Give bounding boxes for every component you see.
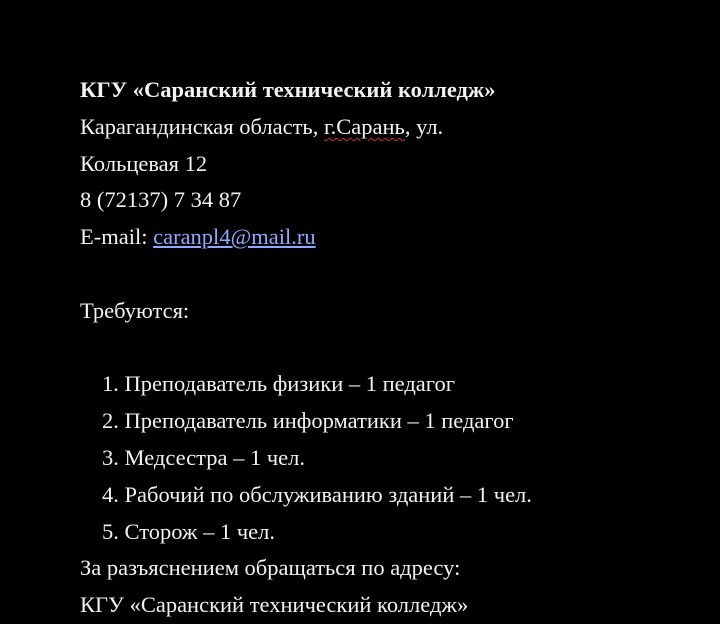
list-item <box>80 514 700 551</box>
org-name-heading: КГУ «Саранский технический колледж» <box>80 77 496 102</box>
list-item-number: 1. <box>102 371 119 397</box>
address-city[interactable]: г.Сарань <box>323 113 405 139</box>
list-item-text: Преподаватель физики – 1 педагог <box>124 371 455 397</box>
list-item-number: 4. <box>102 481 119 507</box>
list-item <box>80 366 700 403</box>
blank-line <box>80 330 700 367</box>
list-item-number: 5. <box>102 518 119 544</box>
list-item-number: 2. <box>102 408 119 434</box>
list-item-text: Медсестра – 1 чел. <box>124 444 306 470</box>
list-item <box>80 477 700 514</box>
list-item-text: Сторож – 1 чел. <box>124 518 276 544</box>
vacancies-heading: Требуются: <box>80 297 190 323</box>
vacancy-list <box>80 366 700 550</box>
phone-number: 8 (72137) 7 34 87 <box>80 187 242 213</box>
address-street-prefix: , ул. <box>404 113 444 139</box>
document-body <box>80 72 700 624</box>
list-item <box>80 403 700 440</box>
email-label: E-mail: <box>80 224 154 250</box>
list-item-text: Рабочий по обслуживанию зданий – 1 чел. <box>124 481 532 507</box>
address-line-2: Кольцевая 12 <box>80 150 208 176</box>
address-region: Карагандинская область, <box>80 113 324 139</box>
blank-line <box>80 256 700 293</box>
list-item <box>80 440 700 477</box>
list-item-number: 3. <box>102 444 119 470</box>
contact-note: За разъяснением обращаться по адресу: <box>80 555 461 581</box>
email-line <box>80 219 700 256</box>
footer-org-name: КГУ «Саранский технический колледж» <box>80 592 469 618</box>
email-link[interactable]: caranpl4@mail.ru <box>153 224 316 250</box>
address-line-1 <box>80 109 700 146</box>
list-item-text: Преподаватель информатики – 1 педагог <box>124 408 514 434</box>
